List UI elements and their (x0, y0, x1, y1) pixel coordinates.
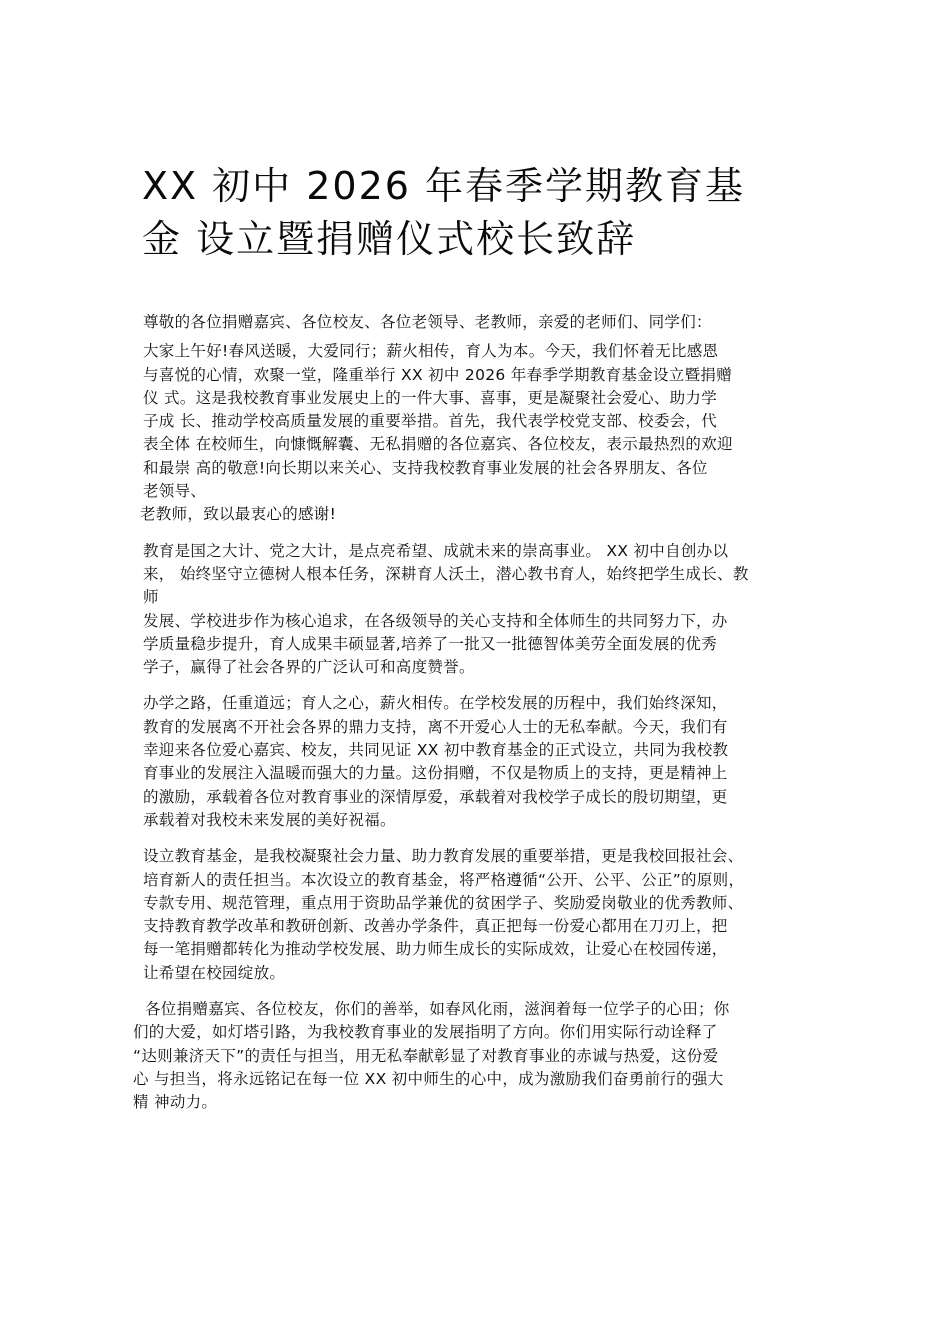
paragraph-line: 每一笔捐赠都转化为推动学校发展、助力师生成长的实际成效，让爱心在校园传递， (143, 940, 728, 959)
greeting-paragraph (0, 311, 950, 334)
paragraph-line: 们的大爱，如灯塔引路，为我校教育事业的发展指明了方向。你们用实际行动诠释了 (133, 1023, 718, 1042)
paragraph-line: 仪 式。这是我校教育事业发展史上的一件大事、喜事，更是凝聚社会爱心、助力学 (143, 388, 718, 407)
paragraph-line: 办学之路，任重道远；育人之心，薪火相传。在学校发展的历程中，我们始终深知， (143, 694, 728, 713)
paragraph-line: 老领导、 (143, 482, 207, 501)
paragraph-line: 设立教育基金，是我校凝聚社会力量、助力教育发展的重要举措，更是我校回报社会、 (143, 847, 744, 866)
paragraph-1 (0, 340, 950, 526)
paragraph-line: 心 与担当，将永远铭记在每一位 XX 初中师生的心中，成为激励我们奋勇前行的强大 (133, 1069, 724, 1088)
paragraph-line: 精 神动力。 (133, 1093, 218, 1112)
paragraph-line: 专款专用、规范管理，重点用于资助品学兼优的贫困学子、奖励爱岗敬业的优秀教师、 (143, 893, 744, 912)
title-line-2: 金 设立暨捐赠仪式校长致辞 (142, 217, 637, 261)
paragraph-line: 发展、学校进步作为核心追求，在各级领导的关心支持和全体师生的共同努力下，办 (143, 611, 728, 630)
paragraph-line: 大家上午好!春风送暖，大爱同行；薪火相传，育人为本。今天，我们怀着无比感恩 (143, 342, 719, 361)
greeting-line: 尊敬的各位捐赠嘉宾、各位校友、各位老领导、老教师，亲爱的老师们、同学们： (143, 313, 712, 331)
paragraph-5 (0, 998, 950, 1114)
paragraph-line: 和最崇 高的敬意!向长期以来关心、支持我校教育事业发展的社会各界朋友、各位 (143, 458, 708, 477)
paragraph-line: 与喜悦的心情，欢聚一堂，隆重举行 XX 初中 2026 年春季学期教育基金设立暨捐赠 (143, 365, 732, 384)
paragraph-line: 子成 长、推动学校高质量发展的重要举措。首先，我代表学校党支部、校委会，代 (143, 412, 718, 431)
paragraph-3 (0, 692, 950, 832)
document-title (142, 160, 822, 266)
paragraph-line: 的激励，承载着各位对教育事业的深情厚爱，承载着对我校学子成长的殷切期望，更 (143, 787, 728, 806)
paragraph-line: 教育是国之大计、党之大计，是点亮希望、成就未来的崇高事业。 XX 初中自创办以 (143, 541, 729, 560)
paragraph-4 (0, 845, 950, 985)
paragraph-line: 培育新人的责任担当。本次设立的教育基金，将严格遵循“公开、公平、公正”的原则， (143, 870, 745, 889)
paragraph-line: 来， 始终坚守立德树人根本任务，深耕育人沃土，潜心教书育人，始终把学生成长、教 (143, 564, 749, 583)
paragraph-line: 幸迎来各位爱心嘉宾、校友，共同见证 XX 初中教育基金的正式设立，共同为我校教 (143, 741, 729, 760)
title-line-1: XX 初中 2026 年春季学期教育基 (142, 164, 746, 208)
paragraph-line: 老教师，致以最衷心的感谢! (140, 505, 337, 524)
paragraph-line: 教育的发展离不开社会各界的鼎力支持，离不开爱心人士的无私奉献。今天，我们有 (143, 717, 728, 736)
paragraph-line: 育事业的发展注入温暖而强大的力量。这份捐赠，不仅是物质上的支持，更是精神上 (143, 764, 728, 783)
paragraph-line: 承载着对我校未来发展的美好祝福。 (143, 810, 396, 829)
paragraph-line: 学质量稳步提升，育人成果丰硕显著,培养了一批又一批德智体美劳全面发展的优秀 (143, 634, 718, 653)
document-body (0, 311, 950, 1128)
paragraph-line: 学子，赢得了社会各界的广泛认可和高度赞誉。 (143, 658, 475, 677)
paragraph-line: 师 (143, 588, 159, 607)
paragraph-line: 各位捐赠嘉宾、各位校友，你们的善举，如春风化雨，滋润着每一位学子的心田；你 (145, 1000, 730, 1019)
paragraph-line: 支持教育教学改革和教研创新、改善办学条件，真正把每一份爱心都用在刀刃上，把 (143, 917, 728, 936)
paragraph-line: 表全体 在校师生，向慷慨解囊、无私捐赠的各位嘉宾、各位校友，表示最热烈的欢迎 (143, 435, 733, 454)
paragraph-line: “达则兼济天下”的责任与担当，用无私奉献彰显了对教育事业的赤诚与热爱，这份爱 (133, 1046, 719, 1065)
paragraph-line: 让希望在校园绽放。 (143, 963, 286, 982)
paragraph-2 (0, 540, 950, 680)
